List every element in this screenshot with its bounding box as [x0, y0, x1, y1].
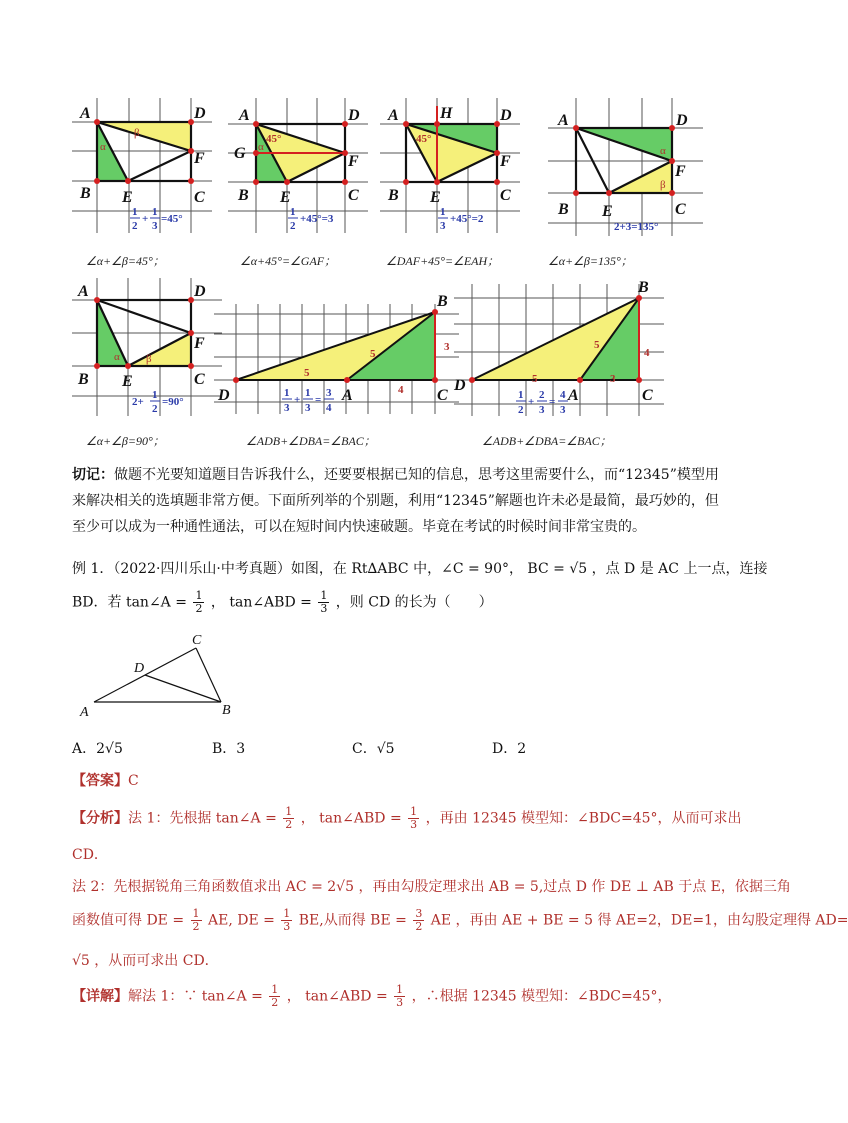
svg-text:3: 3 — [539, 404, 545, 416]
svg-text:2: 2 — [152, 403, 158, 415]
svg-text:E: E — [430, 189, 441, 206]
label-F: F — [194, 150, 205, 167]
figure-1 — [72, 98, 217, 248]
label-alpha: α — [100, 141, 106, 153]
svg-text:E: E — [280, 189, 291, 206]
options-row — [72, 738, 632, 758]
svg-text:+45°=3: +45°=3 — [300, 213, 334, 225]
svg-text:F: F — [348, 153, 359, 170]
label-beta: β — [134, 127, 140, 139]
caption-2: ∠α+45°=∠GAF； — [240, 254, 337, 268]
svg-text:=: = — [549, 396, 556, 408]
svg-text:α: α — [258, 141, 264, 153]
svg-text:B: B — [437, 293, 448, 310]
svg-text:3: 3 — [152, 220, 158, 232]
svg-text:+45°=2: +45°=2 — [450, 213, 484, 225]
svg-text:2+: 2+ — [132, 396, 144, 408]
svg-text:1: 1 — [305, 387, 311, 399]
svg-text:1: 1 — [290, 206, 296, 218]
svg-text:D: D — [454, 377, 466, 394]
svg-text:5: 5 — [532, 373, 538, 385]
figure-6 — [214, 284, 464, 424]
analysis-line-1: 【分析】法 1：先根据 tan∠A = $\frac{1}{2}$ ， tan∠ABD = $\frac{1}{3}$ ，再由 12345 模型知：∠BDC=45°，从而可求出 — [72, 805, 742, 831]
svg-text:C: C — [500, 187, 511, 204]
svg-text:5: 5 — [304, 367, 310, 379]
figure-1-svg — [72, 98, 217, 248]
label-D: D — [194, 105, 206, 122]
svg-text:45°: 45° — [416, 133, 432, 145]
option-b[interactable]: B．3 — [212, 741, 246, 757]
svg-text:B: B — [638, 279, 649, 296]
caption-7: ∠ADB+∠DBA=∠BAC； — [482, 434, 612, 448]
svg-text:E: E — [122, 373, 133, 390]
svg-text:3: 3 — [305, 402, 311, 414]
svg-text:A: A — [388, 107, 399, 124]
analysis-line-2: CD． — [72, 847, 108, 863]
label-C: C — [194, 189, 205, 206]
svg-text:2+3=135°: 2+3=135° — [614, 221, 659, 233]
svg-text:A: A — [78, 283, 89, 300]
svg-text:H: H — [440, 105, 453, 122]
svg-text:F: F — [194, 335, 205, 352]
svg-text:1: 1 — [152, 206, 158, 218]
caption-3: ∠DAF+45°=∠EAH； — [386, 254, 500, 268]
svg-text:D: D — [500, 107, 512, 124]
figure-5 — [72, 278, 227, 428]
example-triangle — [76, 630, 246, 725]
svg-text:D: D — [134, 661, 145, 676]
svg-text:D: D — [348, 107, 360, 124]
answer-label: 【答案】 — [72, 773, 128, 789]
svg-text:B: B — [558, 201, 569, 218]
svg-text:A: A — [80, 705, 89, 720]
svg-text:α: α — [114, 351, 120, 363]
svg-text:B: B — [78, 371, 89, 388]
svg-text:+: + — [528, 396, 535, 408]
svg-text:3: 3 — [560, 404, 566, 416]
label-A: A — [80, 105, 91, 122]
label-B: B — [80, 185, 91, 202]
svg-text:C: C — [348, 187, 359, 204]
svg-text:=90°: =90° — [162, 396, 184, 408]
svg-text:2: 2 — [290, 220, 296, 232]
svg-text:A: A — [239, 107, 250, 124]
svg-text:C: C — [192, 633, 202, 648]
figure-7-svg — [454, 276, 674, 426]
svg-text:B: B — [388, 187, 399, 204]
svg-text:β: β — [660, 179, 666, 191]
figure-3 — [380, 98, 525, 248]
detail-line: 【详解】解法 1：∵ tan∠A = $\frac{1}{2}$ ， tan∠ABD = $\frac{1}{3}$ ，∴根据 12345 模型知：∠BDC=45°， — [72, 983, 672, 1009]
svg-text:α: α — [660, 145, 666, 157]
analysis-line-3: 法 2：先根据锐角三角函数值求出 AC = 2√5 ，再由勾股定理求出 AB = 5,过点 D 作 DE ⊥ AB 于点 E，依据三角 — [72, 879, 791, 895]
svg-text:A: A — [568, 387, 579, 404]
svg-text:C: C — [642, 387, 653, 404]
svg-text:4: 4 — [560, 389, 566, 401]
svg-text:45°: 45° — [266, 133, 282, 145]
note-paragraph — [72, 462, 732, 540]
figure-6-svg — [214, 284, 464, 424]
svg-text:4: 4 — [326, 402, 332, 414]
svg-text:3: 3 — [440, 220, 446, 232]
svg-text:3: 3 — [284, 402, 290, 414]
svg-text:=: = — [315, 394, 322, 406]
note-prefix: 切记： — [72, 467, 114, 483]
answer-row — [72, 770, 139, 790]
svg-text:5: 5 — [594, 339, 600, 351]
svg-text:D: D — [218, 387, 230, 404]
analysis-line-4: 函数值可得 DE = $\frac{1}{2}$ AE, DE = $\frac{1}{3}$ BE,从而得 BE = $\frac{3}{2}$ AE ，再由 AE + BE = 5 得 AE=2，DE=1，由勾股定理得 AD= — [72, 907, 848, 933]
caption-6: ∠ADB+∠DBA=∠BAC； — [246, 434, 376, 448]
caption-1: ∠α+∠β=45°； — [86, 254, 165, 268]
figure-2 — [228, 98, 373, 248]
svg-text:4: 4 — [644, 347, 650, 359]
answer-value: C — [128, 773, 139, 789]
figure-2-svg — [228, 98, 373, 248]
svg-text:F: F — [675, 163, 686, 180]
svg-text:4: 4 — [398, 384, 404, 396]
svg-text:F: F — [500, 153, 511, 170]
svg-text:1: 1 — [440, 206, 446, 218]
svg-text:C: C — [194, 371, 205, 388]
option-d[interactable]: D．2 — [492, 741, 527, 757]
svg-text:=45°: =45° — [161, 213, 183, 225]
figure-4 — [548, 98, 708, 248]
svg-text:B: B — [222, 703, 231, 718]
svg-text:β: β — [146, 353, 152, 365]
example-triangle-svg — [76, 630, 246, 725]
svg-text:3: 3 — [444, 341, 450, 353]
svg-text:1: 1 — [284, 387, 290, 399]
svg-text:D: D — [194, 283, 206, 300]
svg-text:1: 1 — [132, 206, 138, 218]
svg-text:+: + — [294, 394, 301, 406]
caption-4: ∠α+∠β=135°； — [548, 254, 633, 268]
svg-text:1: 1 — [518, 389, 524, 401]
svg-text:A: A — [342, 387, 353, 404]
svg-text:3: 3 — [610, 373, 616, 385]
analysis-line-5: √5 ，从而可求出 CD． — [72, 953, 219, 969]
figure-7 — [454, 276, 674, 426]
svg-text:G: G — [234, 145, 246, 162]
svg-text:1: 1 — [152, 389, 158, 401]
example-line-2: BD．若 tan∠A = $\frac{1}{2}$ ， tan∠ABD = $\frac{1}{3}$ ，则 CD 的长为（ ） — [72, 589, 493, 615]
svg-text:3: 3 — [326, 387, 332, 399]
figure-4-svg — [548, 98, 708, 248]
svg-text:E: E — [602, 203, 613, 220]
svg-text:2: 2 — [539, 389, 545, 401]
option-a[interactable]: A．2√5 — [72, 741, 123, 757]
svg-text:D: D — [676, 112, 688, 129]
svg-text:5: 5 — [370, 348, 376, 360]
option-c[interactable]: C．√5 — [352, 741, 395, 757]
svg-text:2: 2 — [132, 220, 138, 232]
svg-text:2: 2 — [518, 404, 524, 416]
svg-text:C: C — [437, 387, 448, 404]
figure-3-svg — [380, 98, 525, 248]
label-E: E — [122, 189, 133, 206]
svg-text:C: C — [675, 201, 686, 218]
svg-text:B: B — [238, 187, 249, 204]
example-line-1: 例 1．（2022·四川乐山·中考真题）如图，在 Rt∆ABC 中，∠C = 90°， BC = √5 ，点 D 是 AC 上一点，连接 — [72, 561, 768, 577]
svg-text:A: A — [558, 112, 569, 129]
caption-5: ∠α+∠β=90°； — [86, 434, 165, 448]
note-text: 做题不光要知道题目告诉我什么，还要要根据已知的信息，思考这里需要什么，而“12345”模型用来解决相关的选填题非常方便。下面所列举的个别题，利用“12345”解题也许未必是最简，最巧妙的，但至少可以成为一种通性通法，可以在短时间内快速破题。毕竟在考试的时候时间非常宝贵的。 — [72, 467, 719, 535]
figure-5-svg — [72, 278, 227, 428]
svg-text:+: + — [142, 213, 149, 225]
